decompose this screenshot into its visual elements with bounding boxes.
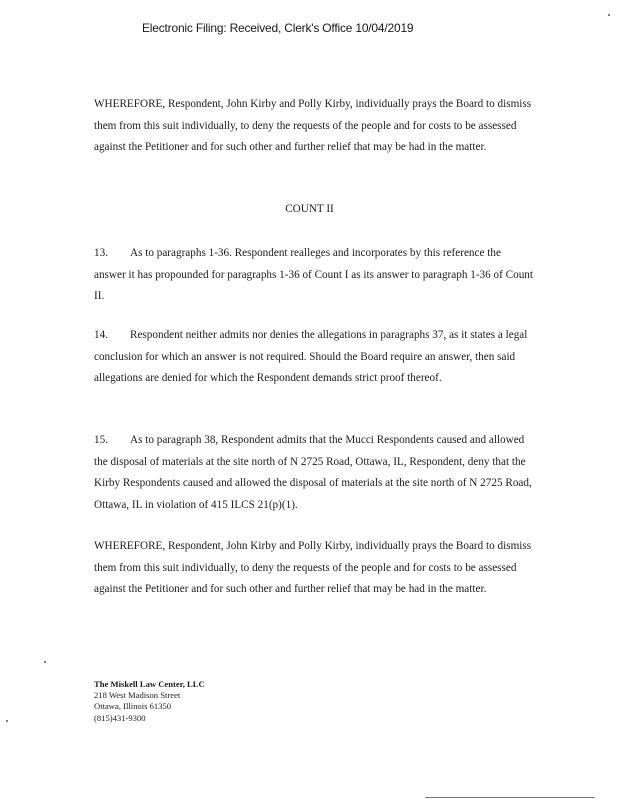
paragraph-text: Respondent neither admits nor denies the allegations in paragraphs 37, as it states a legal conclusion for which an answer is not required. Should the Board require an answer, then said allegations are denied for which the Respondent demands strict proof thereof. [94,329,528,385]
firm-street: 218 West Madison Street [94,690,181,701]
numbered-paragraph-13 [94,243,534,308]
scan-speck [608,14,610,16]
wherefore-paragraph-1: WHEREFORE, Respondent, John Kirby and Polly Kirby, individually prays the Board to dismiss them from this suit individually, to deny the requests of the people and for costs to be assessed against the Petitioner and for such other and further relief that may be had in the matter. [94,98,532,154]
paragraph-text: As to paragraph 38, Respondent admits that the Mucci Respondents caused and allowed the disposal of materials at the site north of N 2725 Road, Ottawa, IL, Respondent, deny that the Kirby Respondents caused and allowed the disposal of materials at the site north of N 2725 Road, Ottawa, IL in violation of 415 ILCS 21(p)(1). [94,434,532,511]
wherefore-paragraph-2: WHEREFORE, Respondent, John Kirby and Polly Kirby, individually prays the Board to dismiss them from this suit individually, to deny the requests of the people and for costs to be assessed against the Petitioner and for such other and further relief that may be had in the matter. [94,540,532,596]
numbered-paragraph-14 [94,325,534,390]
filing-stamp-header: Electronic Filing: Received, Clerk's Office 10/04/2019 [142,21,414,35]
scan-speck [44,661,46,663]
firm-city: Ottawa, Illinois 61350 [94,701,172,712]
numbered-paragraph-15 [94,430,534,516]
firm-phone: (815)431-9300 [94,712,146,723]
paragraph-number: 15. [94,434,108,446]
count-heading: COUNT II [285,203,334,215]
paragraph-number: 13. [94,247,108,259]
firm-name: The Miskell Law Center, LLC [94,679,205,689]
paragraph-number: 14. [94,329,108,341]
paragraph-text: As to paragraphs 1-36. Respondent realleges and incorporates by this reference the answer it has propounded for paragraphs 1-36 of Count I as its answer to paragraph 1-36 of Count II. [94,247,534,303]
scan-speck [6,720,8,722]
scan-edge-line [425,797,595,798]
law-firm-signature-block [94,679,205,724]
